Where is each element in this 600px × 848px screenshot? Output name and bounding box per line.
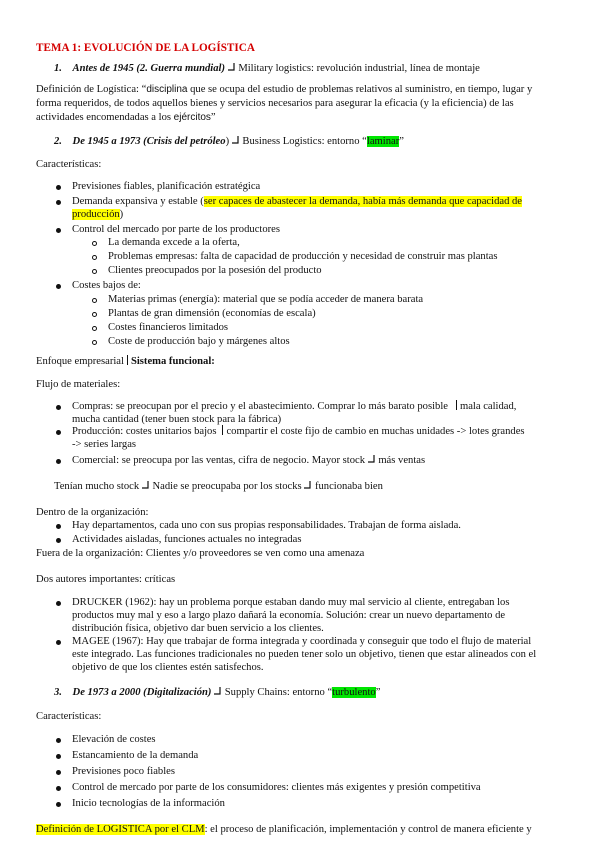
list-item bbox=[72, 195, 522, 209]
section-2-number: 2. bbox=[54, 136, 62, 147]
section-2-period: De 1945 a 1973 (Crisis del petróleo bbox=[72, 136, 226, 147]
stock-summary bbox=[54, 480, 383, 494]
section-2-rest-end: ” bbox=[399, 136, 404, 147]
section-3-number: 3. bbox=[54, 687, 62, 698]
bullet-icon bbox=[56, 430, 61, 435]
list-item: Estancamiento de la demanda bbox=[72, 750, 199, 761]
corner-arrow-icon bbox=[232, 136, 240, 145]
list-item-text: Comercial: se preocupa por las ventas, cifra de negocio. Mayor stock bbox=[72, 455, 365, 466]
bullet-icon bbox=[56, 754, 61, 759]
sub-bullet-icon bbox=[92, 298, 97, 303]
corner-arrow-icon bbox=[214, 687, 222, 696]
list-item-continued: este integrado. Las funciones tradicionales no pueden tener solo un objetivo, tienen que estar alineados con el bbox=[72, 649, 537, 660]
sub-bullet-icon bbox=[92, 340, 97, 345]
pipe-separator bbox=[127, 355, 128, 365]
bullet-icon bbox=[56, 601, 61, 606]
list-item: Hay departamentos, cada uno con sus propias responsabilidades. Trabajan de forma aislada. bbox=[72, 520, 461, 531]
section-3-rest: Supply Chains: entorno “ bbox=[224, 687, 333, 698]
list-item-continued bbox=[72, 208, 123, 222]
list-item: Actividades aisladas, funciones actuales no integradas bbox=[72, 534, 302, 545]
corner-arrow-icon bbox=[368, 455, 376, 464]
material-flow-label: Flujo de materiales: bbox=[36, 379, 121, 390]
list-item: Inicio tecnologías de la información bbox=[72, 798, 225, 809]
sub-list-item: Clientes preocupados por la posesión del producto bbox=[108, 265, 322, 276]
corner-arrow-icon bbox=[142, 481, 150, 490]
section-1-rest: Military logistics: revolución industrial, línea de montaje bbox=[238, 63, 480, 74]
list-item-text: mala calidad, bbox=[459, 401, 517, 412]
approach-label: Enfoque empresarial bbox=[36, 356, 124, 367]
section-2-heading bbox=[54, 135, 404, 149]
sub-list-item: Materias primas (energía): material que se podía acceder de manera barata bbox=[108, 294, 424, 305]
definition-body: que se ocupa del estudio de problemas relativos al suministro, en tiempo, lugar y forma requeridos, de todos aquellos bienes y servicios necesarios para asegurar la eficacia (y la eficiencia) de las actividades encomendadas a los bbox=[36, 84, 533, 123]
document-title: TEMA 1: EVOLUCIÓN DE LA LOGÍSTICA bbox=[36, 42, 255, 54]
characteristics-label: Características: bbox=[36, 711, 102, 722]
section-3-rest-end: ” bbox=[375, 687, 381, 698]
clm-definition bbox=[36, 823, 532, 837]
list-item-text: compartir el coste fijo de cambio en muchas unidades -> lotes grandes bbox=[226, 426, 525, 437]
section-1-period: Antes de 1945 (2. Guerra mundial) bbox=[72, 63, 225, 74]
bullet-icon bbox=[56, 538, 61, 543]
section-2-rest: Business Logistics: entorno “ bbox=[242, 136, 367, 147]
stock-text: Tenían mucho stock bbox=[54, 481, 140, 492]
list-item-text: ) bbox=[119, 209, 124, 220]
list-item: DRUCKER (1962): hay un problema porque estaban dando muy mal servicio al cliente, entregaban los bbox=[72, 597, 510, 608]
list-item: Control de mercado por parte de los consumidores: clientes más exigentes y presión competitiva bbox=[72, 782, 481, 793]
bullet-icon bbox=[56, 228, 61, 233]
bullet-icon bbox=[56, 802, 61, 807]
bullet-icon bbox=[56, 459, 61, 464]
approach-value: Sistema funcional: bbox=[130, 356, 215, 367]
business-approach bbox=[36, 355, 215, 369]
characteristics-label: Características: bbox=[36, 159, 102, 170]
list-item-continued: mucha cantidad (tener buen stock para la fábrica) bbox=[72, 414, 282, 425]
sub-list-item: Costes financieros limitados bbox=[108, 322, 229, 333]
sub-bullet-icon bbox=[92, 241, 97, 246]
definition-term-2: ejércitos bbox=[173, 112, 211, 123]
bullet-icon bbox=[56, 405, 61, 410]
highlight-clm: Definición de LOGISTICA por el CLM bbox=[36, 824, 205, 835]
list-item: Control del mercado por parte de los productores bbox=[72, 224, 280, 235]
outside-org: Fuera de la organización: Clientes y/o proveedores se ven como una amenaza bbox=[36, 548, 365, 559]
sub-bullet-icon bbox=[92, 269, 97, 274]
authors-label: Dos autores importantes: críticas bbox=[36, 574, 176, 585]
highlight-turbulento: turbulento bbox=[332, 687, 376, 698]
bullet-icon bbox=[56, 524, 61, 529]
list-item-text: Producción: costes unitarios bajos bbox=[72, 426, 217, 437]
bullet-icon bbox=[56, 200, 61, 205]
bullet-icon bbox=[56, 640, 61, 645]
section-2-paren: ) bbox=[225, 136, 230, 147]
sub-list-item: La demanda excede a la oferta, bbox=[108, 237, 240, 248]
bullet-icon bbox=[56, 738, 61, 743]
section-3-heading bbox=[54, 686, 380, 700]
list-item bbox=[72, 425, 525, 439]
section-1-heading bbox=[54, 62, 480, 76]
list-item-text: Demanda expansiva y estable ( bbox=[72, 196, 204, 207]
list-item: Costes bajos de: bbox=[72, 280, 141, 291]
sub-bullet-icon bbox=[92, 255, 97, 260]
clm-definition-text: : el proceso de planificación, implementación y control de manera eficiente y bbox=[204, 824, 532, 835]
stock-text: funcionaba bien bbox=[314, 481, 383, 492]
pipe-separator bbox=[222, 425, 223, 435]
list-item bbox=[72, 400, 516, 414]
list-item: MAGEE (1967): Hay que trabajar de forma integrada y coordinada y conseguir que todo el flujo de material bbox=[72, 636, 532, 647]
pipe-separator bbox=[456, 400, 457, 410]
definition-term: disciplina bbox=[146, 84, 188, 95]
sub-list-item: Plantas de gran dimensión (economías de escala) bbox=[108, 308, 316, 319]
bullet-icon bbox=[56, 284, 61, 289]
sub-bullet-icon bbox=[92, 326, 97, 331]
sub-list-item: Problemas empresas: falta de capacidad de producción y necesidad de construir mas plantas bbox=[108, 251, 498, 262]
highlight-laminar: laminar bbox=[366, 136, 400, 147]
corner-arrow-icon bbox=[228, 63, 236, 72]
sub-bullet-icon bbox=[92, 312, 97, 317]
section-1-number: 1. bbox=[54, 63, 62, 74]
highlight-production: producción bbox=[72, 209, 120, 220]
list-item-text: más ventas bbox=[378, 455, 426, 466]
logistics-definition bbox=[36, 83, 556, 125]
bullet-icon bbox=[56, 185, 61, 190]
bullet-icon bbox=[56, 786, 61, 791]
inside-org-label: Dentro de la organización: bbox=[36, 507, 149, 518]
bullet-icon bbox=[56, 770, 61, 775]
definition-prefix: Definición de Logística: “ bbox=[36, 84, 147, 95]
definition-end: ” bbox=[210, 112, 216, 123]
list-item-continued: distribución física, objetivo dar buen servicio a los clientes. bbox=[72, 623, 324, 634]
stock-text: Nadie se preocupaba por los stocks bbox=[152, 481, 302, 492]
list-item-continued: productos muy mal y eso a largo plazo dañará la economía. Solución: crear un nuevo departamento de bbox=[72, 610, 506, 621]
highlight-demand: ser capaces de abastecer la demanda, había más demanda que capacidad de bbox=[203, 196, 523, 207]
list-item-continued: objetivo de que los clientes estén satisfechos. bbox=[72, 662, 264, 673]
sub-list-item: Coste de producción bajo y márgenes altos bbox=[108, 336, 290, 347]
list-item: Previsiones poco fiables bbox=[72, 766, 175, 777]
list-item: Previsiones fiables, planificación estratégica bbox=[72, 181, 261, 192]
corner-arrow-icon bbox=[304, 481, 312, 490]
list-item-text: Compras: se preocupan por el precio y el abastecimiento. Comprar lo más barato posible bbox=[72, 401, 448, 412]
list-item: Elevación de costes bbox=[72, 734, 156, 745]
list-item bbox=[72, 454, 425, 468]
list-item-continued: -> series largas bbox=[72, 439, 137, 450]
section-3-period: De 1973 a 2000 (Digitalización) bbox=[72, 687, 212, 698]
